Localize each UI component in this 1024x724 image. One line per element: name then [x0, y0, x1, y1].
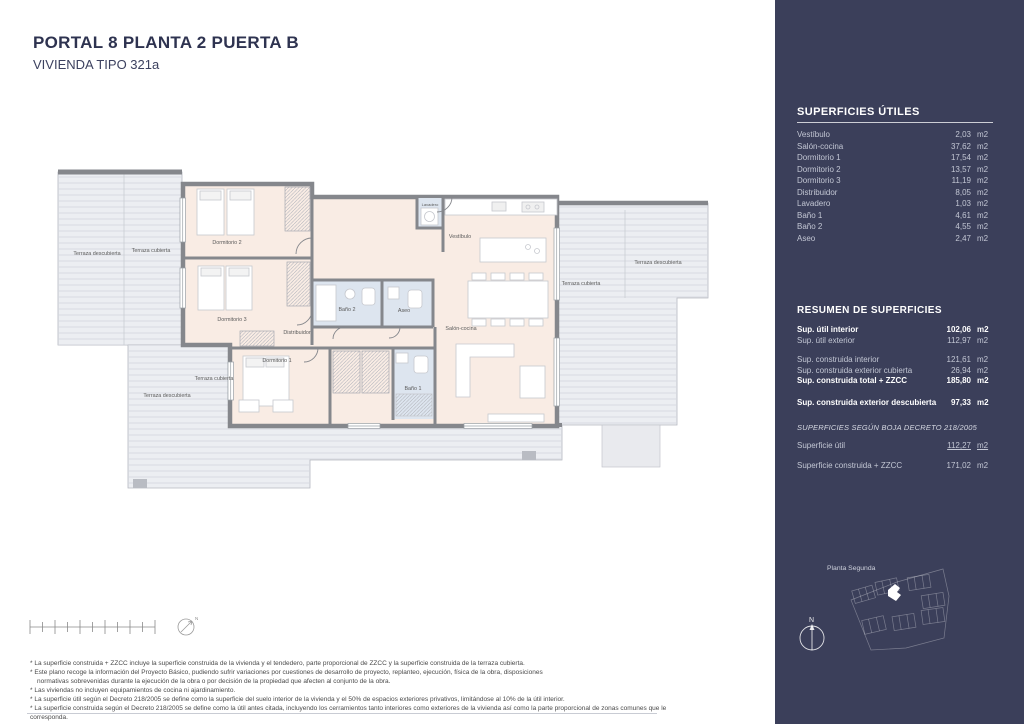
table-row: Sup. construida interior 121,61 m2: [797, 355, 989, 364]
table-row: Sup. útil interior 102,06 m2: [797, 325, 989, 334]
table-row: Sup. construida exterior descubierta 97,33 m2: [797, 397, 989, 407]
svg-text:N: N: [809, 617, 815, 624]
label-terraza-descubierta-tl: Terraza descubierta: [73, 251, 121, 257]
miniplan-label: Planta Segunda: [827, 565, 876, 572]
footnote: * Las viviendas no incluyen equipamientos de cocina ni ajardinamiento.: [30, 687, 236, 694]
table-row: Sup. construida total + ZZCC 185,80 m2: [797, 376, 989, 385]
terrace-right: [548, 203, 708, 467]
table-row: Aseo 2,47 m2: [797, 233, 989, 243]
site-boundary: [851, 569, 949, 650]
label-dormitorio-3: Dormitorio 3: [217, 317, 247, 323]
footnote: * La superficie construida + ZZCC incluye la superficie construida de la vivienda y el tendedero, parte proporcional de ZZCC y la superficie construida de la terraza cubierta.: [30, 660, 525, 667]
label-terraza-cubierta-r: Terraza cubierta: [561, 281, 601, 287]
terrace-top-left: [58, 172, 182, 345]
table-row: Superficie construida + ZZCC 171,02 m2: [797, 461, 989, 470]
page-title: PORTAL 8 PLANTA 2 PUERTA B: [33, 33, 299, 52]
site-key-plan: [775, 552, 1024, 722]
scale-bar: [30, 620, 155, 634]
footnote: * La superficie útil según el Decreto 218/2005 se define como la superficie del suelo interior de la vivienda y el 50% de espacios exteriores privativos, limitándose al 10% de la útil interior.: [30, 696, 565, 703]
table-row: Superficie útil 112,27 m2: [797, 441, 989, 450]
page-subtitle: VIVIENDA TIPO 321a: [33, 57, 160, 72]
site-buildings: [852, 574, 945, 634]
label-terraza-cubierta-tl: Terraza cubierta: [131, 248, 171, 254]
label-distribuidor: Distribuidor: [283, 330, 311, 336]
label-bano-1: Baño 1: [404, 386, 422, 392]
table-row: Sup. construida exterior cubierta 26,94 m2: [797, 365, 989, 375]
table-row: Lavadero 1,03 m2: [797, 199, 989, 208]
table-row: Dormitorio 3 11,19 m2: [797, 176, 989, 185]
table-row: Baño 1 4,61 m2: [797, 210, 989, 220]
table-row: Dormitorio 1 17,54 m2: [797, 153, 989, 162]
label-terraza-descubierta-r: Terraza descubierta: [634, 260, 682, 266]
resumen-section: [797, 305, 993, 471]
table-row: Vestíbulo 2,03 m2: [797, 130, 989, 139]
north-arrow-icon: [178, 616, 198, 635]
label-terraza-descubierta-bl: Terraza descubierta: [143, 393, 191, 399]
label-dormitorio-2: Dormitorio 2: [212, 240, 242, 246]
table-row: Dormitorio 2 13,57 m2: [797, 164, 989, 174]
label-lavadero: Lavadero: [421, 202, 439, 207]
label-vestibulo: Vestíbulo: [448, 234, 472, 240]
table-row: Distribuidor 8,05 m2: [797, 187, 989, 197]
svg-text:N: N: [195, 616, 199, 621]
resumen-title: RESUMEN DE SUPERFICIES: [797, 305, 942, 316]
superficies-utiles-title: SUPERFICIES ÚTILES: [797, 106, 993, 123]
footnote: * La superficie construida según el Decreto 218/2005 se define como la útil antes citada, incluyendo los cerramientos tanto interiores como exteriores de la vivienda así como la parte proporcional de zonas comunes que le corresponda.: [30, 705, 667, 721]
footnote: * Este plano recoge la información del Proyecto Básico, pudiendo sufrir variaciones por cuestiones de desarrollo de proyecto, replanteo, ejecución, física de la obra, disposiciones: [30, 669, 543, 676]
label-dormitorio-1: Dormitorio 1: [262, 358, 292, 364]
label-terraza-cubierta-bl: Terraza cubierta: [194, 376, 234, 382]
superficies-utiles-section: [797, 106, 993, 244]
highlighted-unit: [888, 584, 901, 601]
table-row: Baño 2 4,55 m2: [797, 222, 989, 231]
bottom-divider: [27, 713, 657, 714]
label-salon-cocina: Salón-cocina: [445, 326, 477, 332]
footnote: normativas sobrevenidas durante la ejecución de la obra o por decisión de la propiedad que afecten al conjunto de la obra.: [37, 678, 391, 685]
compass-icon: [800, 617, 824, 650]
table-row: Salón-cocina 37,62 m2: [797, 141, 989, 151]
table-row: Sup. útil exterior 112,97 m2: [797, 335, 989, 345]
sidebar: [775, 0, 1024, 724]
label-bano-2: Baño 2: [338, 307, 356, 313]
label-aseo: Aseo: [397, 308, 411, 314]
decreto-title: SUPERFICIES SEGÚN BOJA DECRETO 218/2005: [797, 423, 977, 432]
